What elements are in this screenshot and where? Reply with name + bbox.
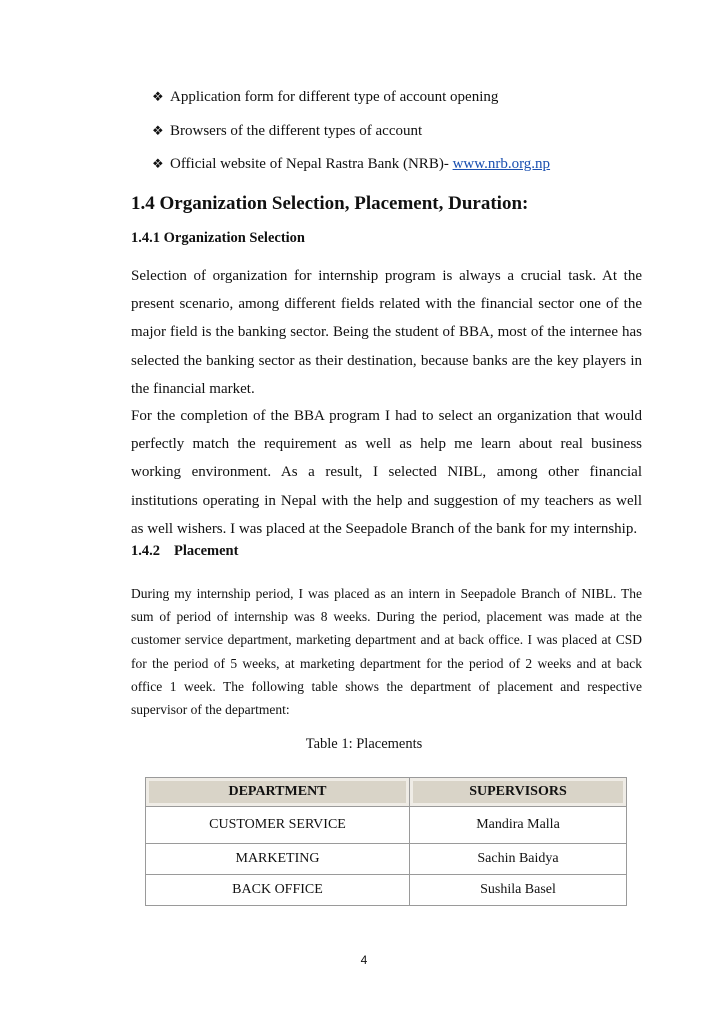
- cell-department: CUSTOMER SERVICE: [146, 807, 410, 844]
- table-row: [146, 875, 627, 906]
- header-supervisors: SUPERVISORS: [410, 778, 627, 807]
- diamond-bullet-icon: ❖: [152, 123, 164, 138]
- cell-supervisor: Mandira Malla: [410, 807, 627, 844]
- subsection-heading-organization-selection: 1.4.1 Organization Selection: [131, 230, 305, 246]
- paragraph-text: During my internship period, I was placed as an intern in Seepadole Branch of NIBL. The sum of period of internship was 8 weeks. During the period, placement was made at the customer service department, marketing department and at back office. I was placed at CSD for the period of 5 weeks, at marketing department for the period of 2 weeks and at back office 1 week. The following table shows the department of placement and respective supervisor of the department:: [131, 586, 642, 718]
- cell-supervisor: Sachin Baidya: [410, 844, 627, 875]
- table-row: [146, 807, 627, 844]
- table-header-row: [146, 778, 627, 807]
- bullet-item-nrb-website: [152, 154, 550, 174]
- diamond-bullet-icon: ❖: [152, 89, 164, 104]
- section-heading: 1.4 Organization Selection, Placement, Duration:: [131, 193, 529, 214]
- subsection-title: Placement: [174, 543, 239, 559]
- diamond-bullet-icon: ❖: [152, 156, 164, 171]
- placements-table: [145, 777, 627, 906]
- paragraph-placement: [131, 582, 642, 721]
- bullet-item-browsers: [152, 121, 422, 141]
- paragraph-text: Selection of organization for internship program is always a crucial task. At the present scenario, among different fields related with the financial sector one of the major field is the banking sector. Being the student of BBA, most of the internee has selected the banking sector as their destination, because banks are the key players in the financial market.: [131, 268, 642, 397]
- subsection-number: 1.4.2: [131, 543, 160, 559]
- subsection-heading-placement: [131, 543, 238, 560]
- bullet-text: Application form for different type of account opening: [170, 89, 499, 105]
- paragraph-organization-selection: [131, 262, 642, 403]
- table-row: [146, 844, 627, 875]
- cell-department: BACK OFFICE: [146, 875, 410, 906]
- nrb-website-link[interactable]: www.nrb.org.np: [452, 156, 551, 172]
- cell-department: MARKETING: [146, 844, 410, 875]
- paragraph-text: For the completion of the BBA program I had to select an organization that would perfectly match the requirement as well as help me learn about real business working environment. As a result, I selected NIBL, among other financial institutions operating in Nepal with the help and suggestion of my teachers as well as well wishers. I was placed at the Seepadole Branch of the bank for my internship.: [131, 408, 642, 537]
- bullet-item-application-form: [152, 87, 498, 107]
- header-department: DEPARTMENT: [146, 778, 410, 807]
- table-caption: Table 1: Placements: [305, 736, 423, 752]
- paragraph-completion: [131, 402, 642, 543]
- page-number: 4: [360, 953, 368, 967]
- bullet-text: Official website of Nepal Rastra Bank (NRB)-: [170, 156, 453, 172]
- cell-supervisor: Sushila Basel: [410, 875, 627, 906]
- bullet-text: Browsers of the different types of account: [170, 123, 423, 139]
